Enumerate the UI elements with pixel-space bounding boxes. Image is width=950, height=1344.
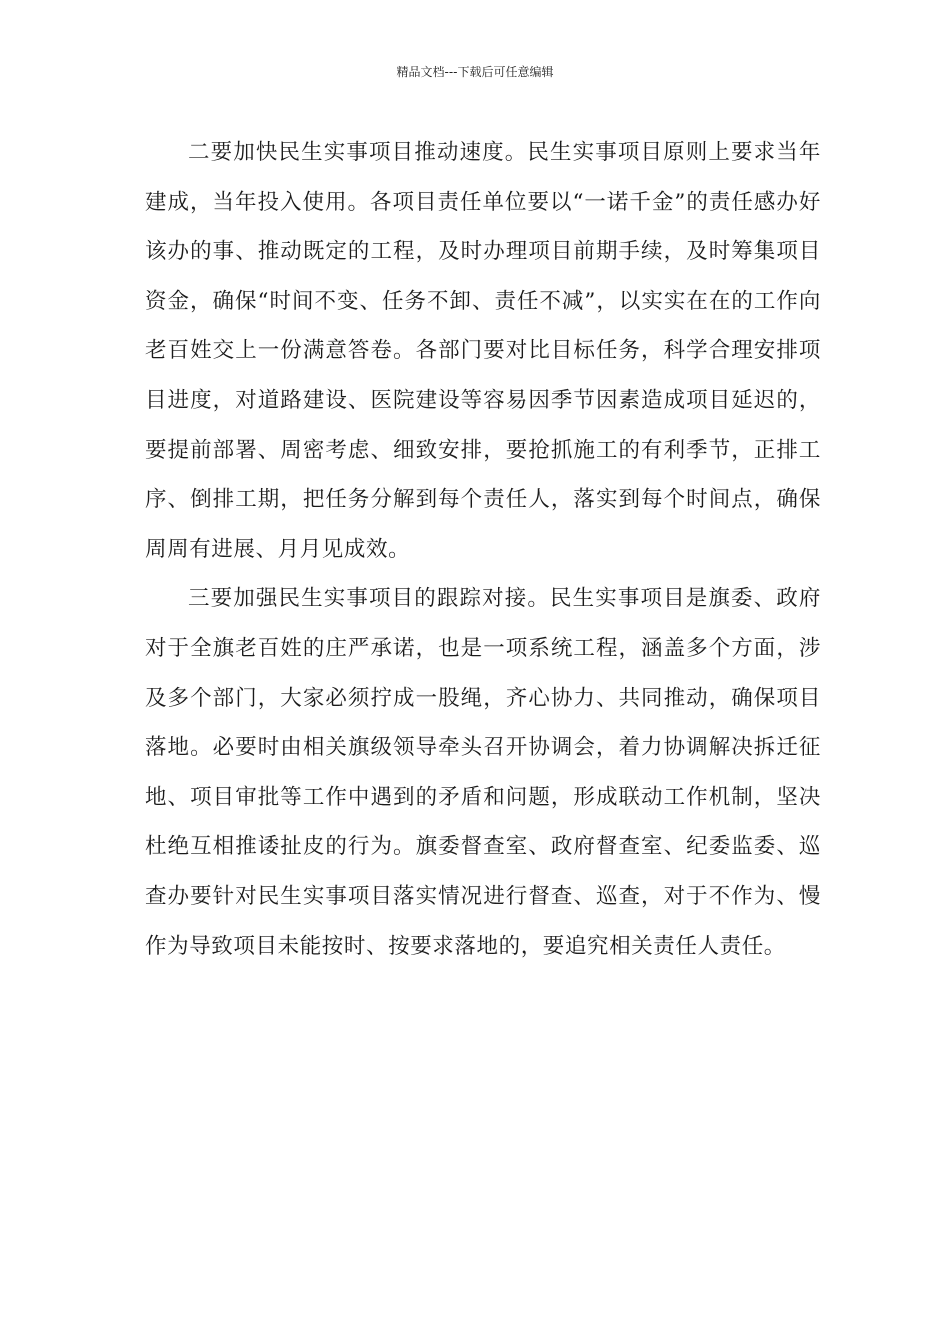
document-body xyxy=(145,128,821,971)
page-header: 精品文档---下载后可任意编辑 xyxy=(396,65,554,79)
paragraph-2: 二要加快民生实事项目推动速度。民生实事项目原则上要求当年建成，当年投入使用。各项目责任单位要以“一诺千金”的责任感办好该办的事、推动既定的工程，及时办理项目前期手续，及时筹集项目资金，确保“时间不变、任务不卸、责任不减”，以实实在在的工作向老百姓交上一份满意答卷。各部门要对比目标任务，科学合理安排项目进度，对道路建设、医院建设等容易因季节因素造成项目延迟的，要提前部署、周密考虑、细致安排，要抢抓施工的有利季节，正排工序、倒排工期，把任务分解到每个责任人，落实到每个时间点，确保周周有进展、月月见成效。 xyxy=(145,140,821,562)
paragraph-3: 三要加强民生实事项目的跟踪对接。民生实事项目是旗委、政府对于全旗老百姓的庄严承诺，也是一项系统工程，涵盖多个方面，涉及多个部门，大家必须拧成一股绳，齐心协力、共同推动，确保项目落地。必要时由相关旗级领导牵头召开协调会，着力协调解决拆迁征地、项目审批等工作中遇到的矛盾和问题，形成联动工作机制，坚决杜绝互相推诿扯皮的行为。旗委督查室、政府督查室、纪委监委、巡查办要针对民生实事项目落实情况进行督查、巡查，对于不作为、慢作为导致项目未能按时、按要求落地的，要追究相关责任人责任。 xyxy=(145,586,821,959)
